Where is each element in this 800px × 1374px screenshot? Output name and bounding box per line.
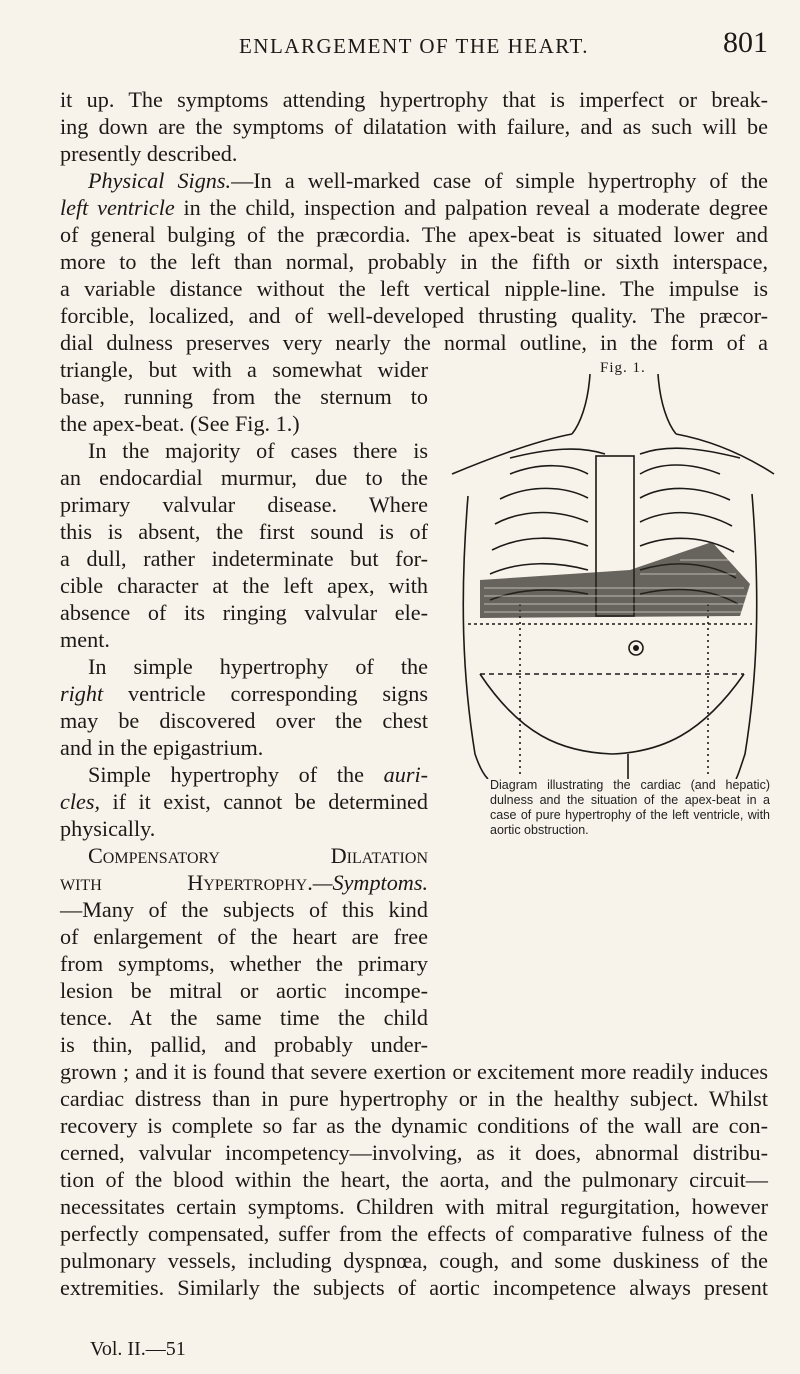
rib <box>490 564 588 574</box>
figure-1 <box>440 360 785 780</box>
rib <box>640 538 734 552</box>
cardiac-dulness-area <box>480 542 750 618</box>
text-fragment: —In a well-marked case of simple hypertrophy of the <box>231 168 769 193</box>
text-line <box>60 680 428 707</box>
text-line: ing down are the symptoms of dilatation with failure, and as such will be <box>60 114 768 139</box>
text-line: is thin, pallid, and probably under- <box>60 1032 428 1057</box>
text-line: this is absent, the first sound is of <box>60 519 428 544</box>
paragraph-right-ventricle <box>60 653 428 761</box>
cardiac-dulness-diagram <box>440 374 785 779</box>
emphasis: auri- <box>383 762 428 787</box>
text-line: cardiac distress than in pure hypertrophy or in the healthy subject. Whilst <box>60 1086 768 1111</box>
emphasis: cles, <box>60 789 101 814</box>
section-heading: Compensatory Dilatation <box>88 843 428 868</box>
text-line: extremities. Similarly the subjects of aortic incompetence always present <box>60 1275 768 1300</box>
paragraph-1 <box>60 86 768 167</box>
text-line: may be discovered over the chest <box>60 708 428 733</box>
text-line: physically. <box>60 816 156 841</box>
text-line <box>60 167 768 194</box>
text-line: cerned, valvular incompetency—involving, as it does, abnormal distribu- <box>60 1140 768 1165</box>
section-subhead: —Symptoms. <box>312 870 428 895</box>
volume-folio: Vol. II.—51 <box>90 1338 186 1360</box>
paragraph-physical-signs-narrow <box>60 356 428 437</box>
text-line: In the majority of cases there is <box>88 438 428 463</box>
text-fragment: in the child, inspection and palpation reveal a moderate degree <box>174 195 768 220</box>
text-line: In simple hypertrophy of the <box>88 654 428 679</box>
emphasis: right <box>60 681 104 706</box>
paragraph-compensatory-dilatation-cont <box>60 1058 768 1301</box>
text-line: dial dulness preserves very nearly the normal outline, in the form of a <box>60 330 768 355</box>
neck-line-left <box>572 374 590 434</box>
shoulder-left <box>452 434 572 474</box>
paragraph-physical-signs <box>60 167 768 356</box>
text-line: from symptoms, whether the primary <box>60 951 428 976</box>
text-line: the apex-beat. (See Fig. 1.) <box>60 411 300 436</box>
clavicle-left <box>510 449 605 458</box>
clavicle-right <box>640 448 740 458</box>
running-head <box>60 28 768 68</box>
text-line: grown ; and it is found that severe exertion or excitement more readily induces <box>60 1059 768 1084</box>
rib <box>495 513 588 525</box>
rib <box>510 466 588 474</box>
rib <box>500 488 588 499</box>
text-line: —Many of the subjects of this kind <box>60 897 428 922</box>
paragraph-murmur <box>60 437 428 653</box>
figure-label: Fig. 1. <box>600 360 646 376</box>
text-line: primary valvular disease. Where <box>60 492 428 517</box>
section-subhead: Physical Signs. <box>88 168 232 193</box>
apex-beat-marker <box>629 641 643 655</box>
text-line: tion of the blood within the heart, the aorta, and the pulmonary circuit— <box>60 1167 768 1192</box>
neck-line-right <box>658 374 676 434</box>
torso-right-edge <box>736 494 757 779</box>
page-number: 801 <box>723 26 768 59</box>
text-line: an endocardial murmur, due to the <box>60 465 428 490</box>
text-line: necessitates certain symptoms. Children with mitral regurgitation, however <box>60 1194 768 1219</box>
text-line: forcible, localized, and of well-developed thrusting quality. The præcor- <box>60 303 768 328</box>
text-line: more to the left than normal, probably in the fifth or sixth interspace, <box>60 249 768 274</box>
text-line: ment. <box>60 627 110 652</box>
text-line: triangle, but with a somewhat wider <box>60 357 428 382</box>
text-line: recovery is complete so far as the dynamic conditions of the wall are con- <box>60 1113 768 1138</box>
text-line <box>60 869 428 896</box>
emphasis: left ventricle <box>60 195 175 220</box>
text-line: cible character at the left apex, with <box>60 573 428 598</box>
text-line <box>60 788 428 815</box>
text-line: a dull, rather indeterminate but for- <box>60 546 428 571</box>
text-line: pulmonary vessels, including dyspnœa, cough, and some duskiness of the <box>60 1248 768 1273</box>
text-line: base, running from the sternum to <box>60 384 428 409</box>
text-line <box>60 761 428 788</box>
rib <box>492 538 588 550</box>
text-line: perfectly compensated, suffer from the effects of comparative fulness of the <box>60 1221 768 1246</box>
text-line: of general bulging of the præcordia. The apex-beat is situated lower and <box>60 222 768 247</box>
text-line: tence. At the same time the child <box>60 1005 428 1030</box>
text-line: absence of its ringing valvular ele- <box>60 600 428 625</box>
text-line <box>60 194 768 221</box>
paragraph-compensatory-dilatation <box>60 842 428 1058</box>
section-heading: with Hypertrophy. <box>60 870 313 895</box>
rib <box>640 488 730 500</box>
rib <box>640 465 720 474</box>
torso-left-edge <box>463 496 488 779</box>
text-fragment: if it exist, cannot be determined <box>100 789 428 814</box>
rib <box>640 513 732 526</box>
text-line: a variable distance without the left vertical nipple-line. The impulse is <box>60 276 768 301</box>
figure-caption: Diagram illustrating the cardiac (and hepatic) dulness and the situation of the apex-beat in a case of pure hypertrophy of the left ventricle, with aortic obstruction. <box>490 778 770 837</box>
running-title: ENLARGEMENT OF THE HEART. <box>238 34 590 58</box>
text-line: lesion be mitral or aortic incompe- <box>60 978 428 1003</box>
text-line: it up. The symptoms attending hypertrophy that is imperfect or break- <box>60 87 768 112</box>
text-fragment: ventricle corresponding signs <box>103 681 428 706</box>
text-fragment: Simple hypertrophy of the <box>88 762 384 787</box>
text-line: and in the epigastrium. <box>60 735 264 760</box>
paragraph-auricles <box>60 761 428 842</box>
text-line: of enlargement of the heart are free <box>60 924 428 949</box>
text-line: presently described. <box>60 141 238 166</box>
